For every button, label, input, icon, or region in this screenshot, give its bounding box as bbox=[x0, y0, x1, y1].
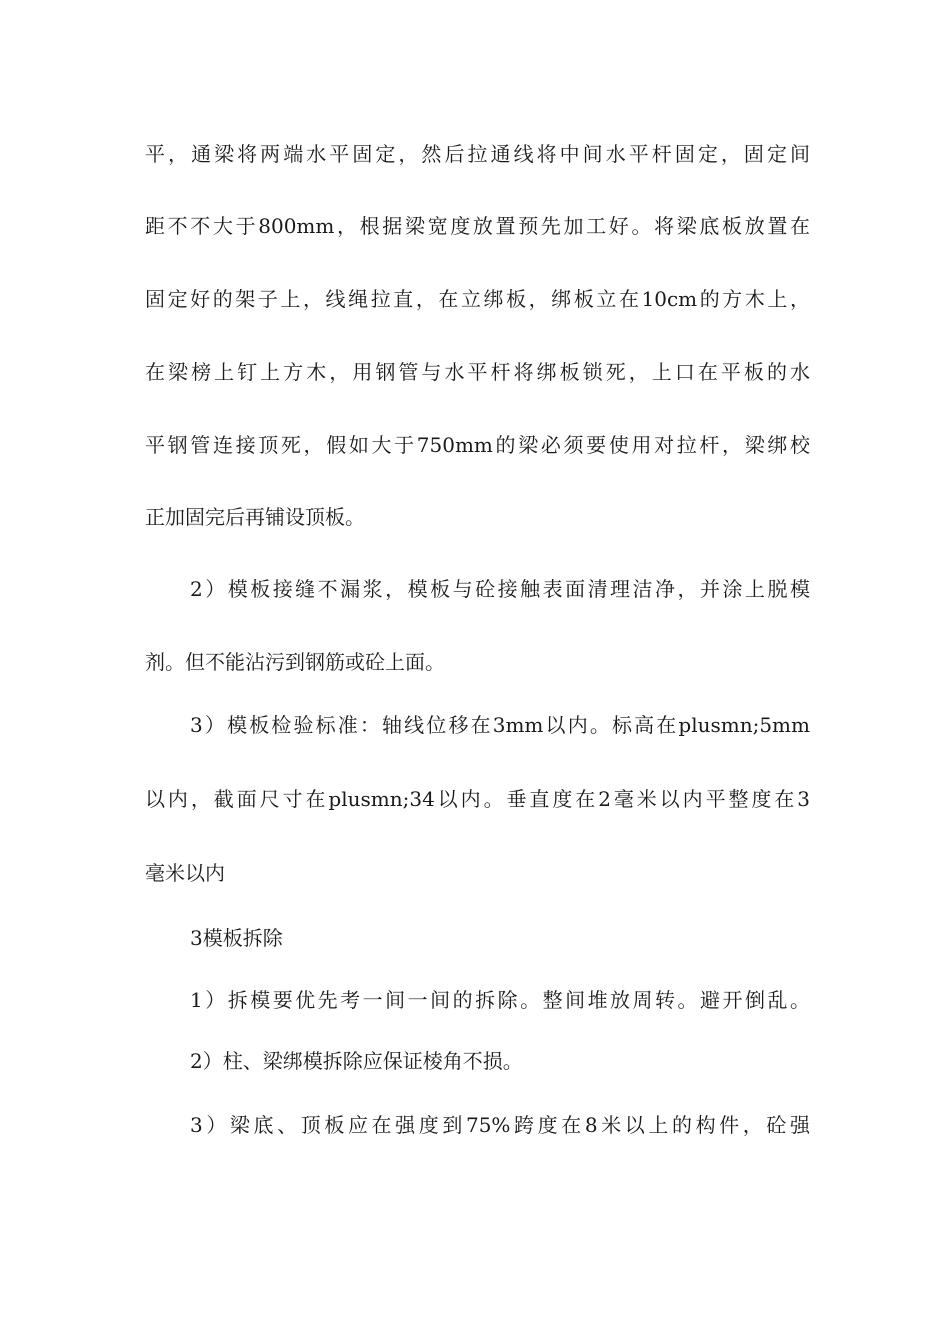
text-line: 距不不大于800mm，根据梁宽度放置预先加工好。将梁底板放置在 bbox=[145, 214, 810, 238]
text-line: 平钢管连接顶死，假如大于750mm的梁必须要使用对拉杆，梁绑校 bbox=[145, 433, 810, 457]
text-line: 固定好的架子上，线绳拉直，在立绑板，绑板立在10cm的方木上， bbox=[145, 287, 810, 311]
text-line: 正加固完后再铺设顶板。 bbox=[145, 505, 365, 529]
text-line: 以内，截面尺寸在plusmn;34以内。垂直度在2毫米以内平整度在3 bbox=[145, 787, 810, 811]
text-line: 剂。但不能沾污到钢筋或砼上面。 bbox=[145, 650, 445, 674]
text-line: 1）拆模要优先考一间一间的拆除。整间堆放周转。避开倒乱。 bbox=[190, 988, 810, 1012]
text-line: 在梁榜上钉上方木，用钢管与水平杆将绑板锁死，上口在平板的水 bbox=[145, 360, 810, 384]
text-line: 2）柱、梁绑模拆除应保证棱角不损。 bbox=[190, 1049, 523, 1073]
text-line: 平，通梁将两端水平固定，然后拉通线将中间水平杆固定，固定间 bbox=[145, 142, 810, 166]
section-heading: 3模板拆除 bbox=[190, 926, 283, 950]
text-line: 3）梁底、顶板应在强度到75%跨度在8米以上的构件，砼强 bbox=[190, 1113, 810, 1137]
text-line: 毫米以内 bbox=[145, 861, 225, 885]
text-line: 3）模板检验标准：轴线位移在3mm以内。标高在plusmn;5mm bbox=[190, 713, 810, 737]
text-line: 2）模板接缝不漏浆，模板与砼接触表面清理洁净，并涂上脱模 bbox=[190, 577, 810, 601]
